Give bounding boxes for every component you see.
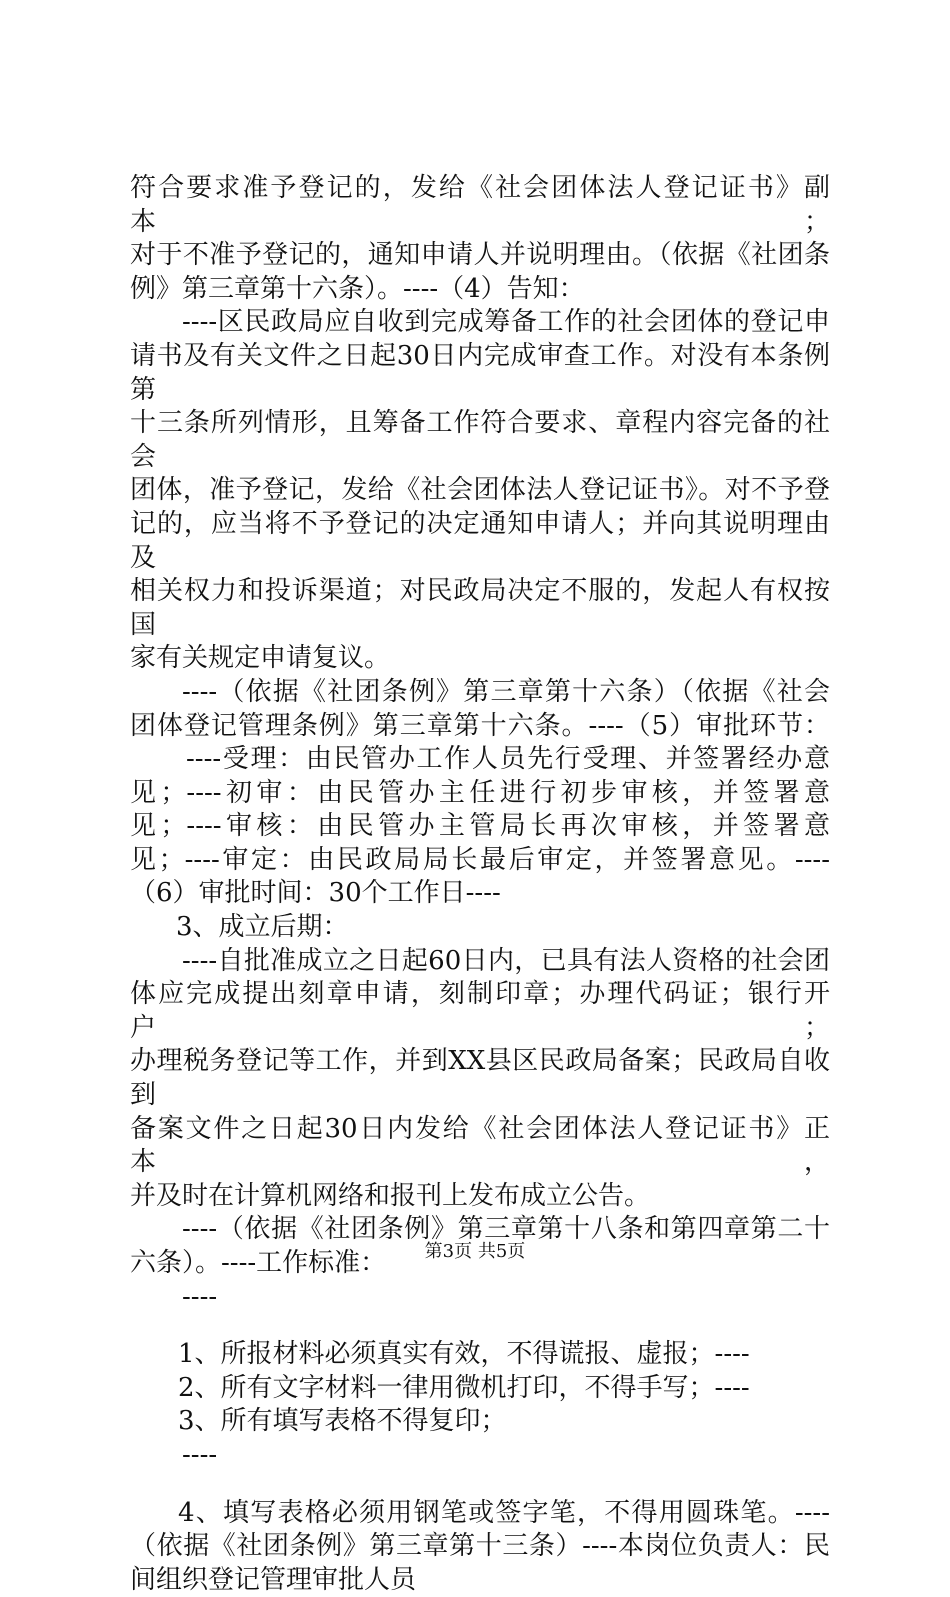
text-line: 并及时在计算机网络和报刊上发布成立公告。 — [130, 1180, 651, 1211]
text-line: 十三条所列情形，且筹备工作符合要求、章程内容完备的社会 — [130, 408, 830, 472]
text-line: 3、所有填写表格不得复印； — [178, 1406, 507, 1437]
text-line: 六条）。----工作标准： — [130, 1248, 387, 1278]
text-line: 见；----审核：由民管办主管局长再次审核，并签署意 — [130, 811, 830, 842]
text-line: ---- — [182, 1439, 218, 1470]
text-line: ---- — [182, 1281, 218, 1312]
text-line: 4、填写表格必须用钢笔或签字笔，不得用圆珠笔。---- — [178, 1497, 830, 1528]
text-line: ----区民政局应自收到完成筹备工作的社会团体的登记申 — [182, 307, 830, 338]
text-line: 间组织登记管理审批人员 — [130, 1564, 417, 1595]
text-line: 体应完成提出刻章申请，刻制印章；办理代码证；银行开户； — [130, 979, 830, 1043]
text-line: 3、成立后期： — [176, 912, 349, 943]
text-line: 备案文件之日起30日内发给《社会团体法人登记证书》正本， — [130, 1113, 830, 1178]
page-number-footer: 第3页 共5页 — [424, 1241, 526, 1262]
text-line: 记的，应当将不予登记的决定通知申请人；并向其说明理由及 — [130, 508, 830, 573]
text-line: 对于不准予登记的，通知申请人并说明理由。（依据《社团条 — [130, 240, 830, 271]
text-line: ----（依据《社团条例》第三章第十六条）（依据《社会 — [182, 676, 830, 707]
text-line: （6）审批时间：30个工作日---- — [130, 878, 501, 909]
text-line: 相关权力和投诉渠道；对民政局决定不服的，发起人有权按国 — [130, 576, 830, 640]
text-line: ----受理：由民管办工作人员先行受理、并签署经办意 — [186, 744, 830, 775]
text-line: 例》第三章第十六条）。----（4）告知： — [130, 273, 585, 304]
text-line: 1、所报材料必须真实有效，不得谎报、虚报；---- — [178, 1339, 750, 1370]
text-line: 办理税务登记等工作，并到XX县区民政局备案；民政局自收到 — [130, 1046, 830, 1111]
text-line: 见；----初审：由民管办主任进行初步审核，并签署意 — [130, 777, 830, 808]
text-line: 团体，准予登记，发给《社会团体法人登记证书》。对不予登 — [130, 475, 830, 506]
text-line: 请书及有关文件之日起30日内完成审查工作。对没有本条例第 — [130, 340, 830, 405]
text-line: 2、所有文字材料一律用微机打印，不得手写；---- — [178, 1372, 750, 1403]
text-line: 符合要求准予登记的，发给《社会团体法人登记证书》副本； — [130, 173, 830, 237]
text-line: 家有关规定申请复议。 — [130, 643, 391, 674]
text-line: ----自批准成立之日起60日内，已具有法人资格的社会团 — [182, 945, 830, 976]
text-line: （依据《社团条例》第三章第十三条）----本岗位负责人：民 — [130, 1531, 830, 1562]
text-line: 团体登记管理条例》第三章第十六条。----（5）审批环节： — [130, 710, 830, 741]
text-line: 见；----审定：由民政局局长最后审定，并签署意见。---- — [130, 844, 830, 875]
text-line: ----（依据《社团条例》第三章第十八条和第四章第二十 — [182, 1214, 830, 1245]
document-body — [130, 172, 830, 1597]
